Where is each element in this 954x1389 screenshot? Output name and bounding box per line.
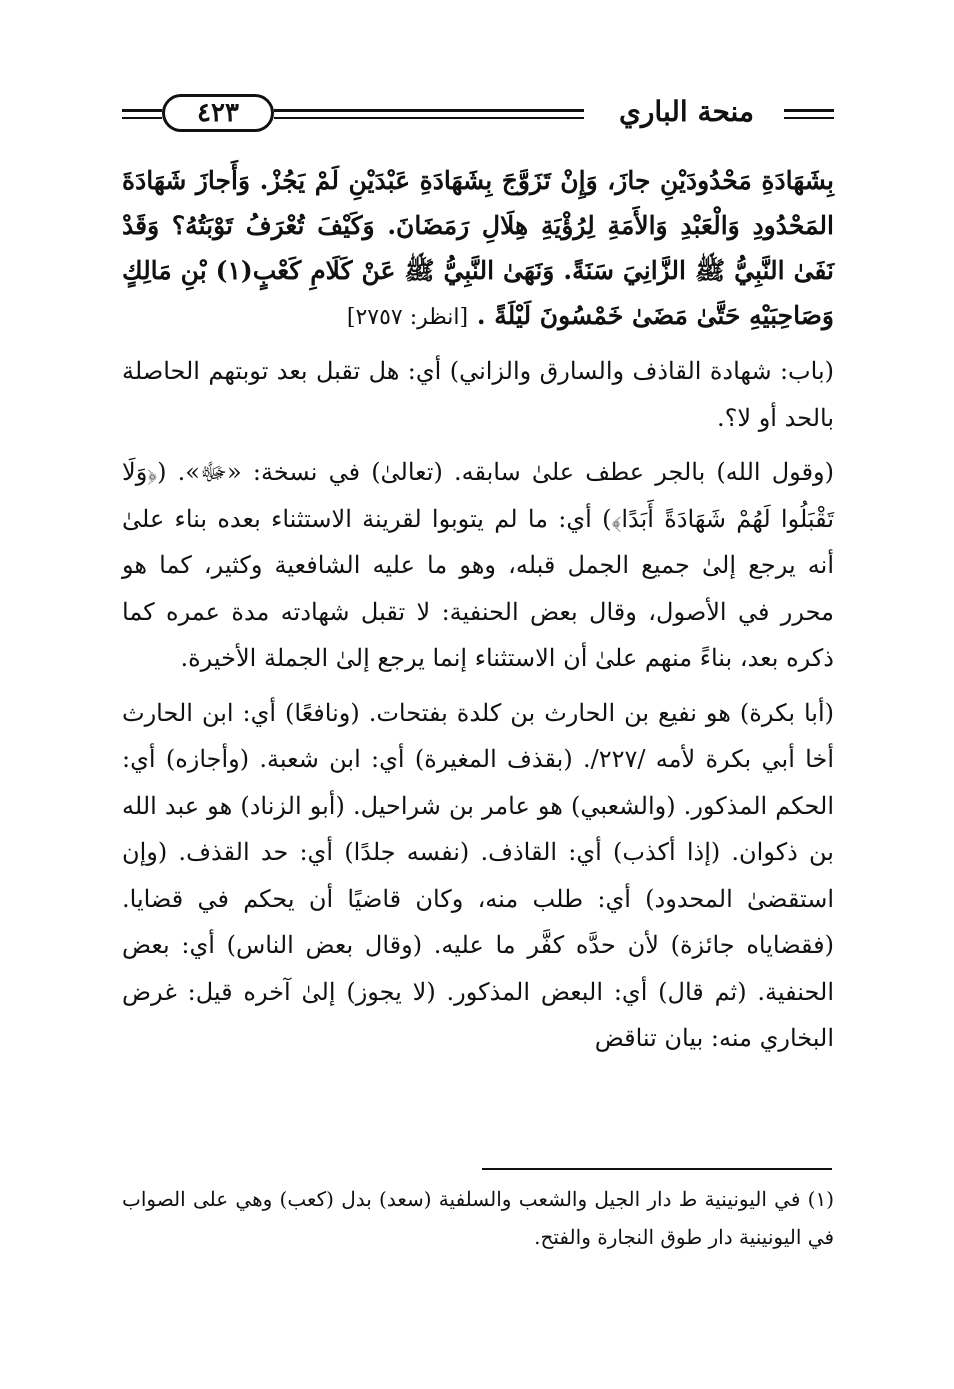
header-rule-left-bottom — [122, 117, 162, 119]
commentary-paragraph: (وقول الله) بالجر عطف علىٰ سابقه. (تعالىٰ) في نسخة: «ﷻ». (﴿وَلَا تَقْبَلُوا لَهُمْ شَهَادَةً أَبَدًا﴾) أي: ما لم يتوبوا لقرينة الاستثناء بعده بناء علىٰ أنه يرجع إلىٰ جميع الجمل قبله، وهو ما عليه الشافعية وكثير، كما هو محرر في الأصول، وقال بعض الحنفية: لا تقبل شهادته مدة عمره كما ذكره بعد، بناءً منهم علىٰ أن الاستثناء إنما يرجع إلىٰ الجملة الأخيرة. — [122, 458, 834, 672]
footnote-text: (١) في اليونينية ط دار الجيل والشعب والسلفية (سعد) بدل (كعب) وهي على الصواب في اليونينية دار طوق النجارة والفتح. — [122, 1187, 834, 1249]
hadith-reference: [انظر: ٢٧٥٧] — [346, 305, 469, 330]
page-number-badge — [162, 94, 274, 132]
header-rule-middle-top — [274, 109, 584, 112]
commentary-paragraph: (باب: شهادة القاذف والسارق والزاني) أي: هل تقبل بعد توبتهم الحاصلة بالحد أو لا؟. — [122, 357, 834, 432]
page-header — [122, 86, 834, 140]
header-rule-right-bottom — [784, 117, 834, 119]
header-rule-right-top — [784, 109, 834, 112]
footnote — [122, 1180, 834, 1256]
header-rule-left-top — [122, 109, 162, 112]
hadith-matn: بِشَهَادَةِ مَحْدُودَيْنِ جازَ، وَإِنْ تَزَوَّجَ بِشَهَادَةِ عَبْدَيْنِ لَمْ يَجُزْ. وَأَجازَ شَهَادَةَ المَحْدُودِ وَالْعَبْدِ وَالأَمَةِ لِرُؤْيَةِ هِلَالِ رَمَضَانَ. وَكَيْفَ تُعْرَفُ تَوْبَتُهُ؟ وَقَدْ نَفَىٰ النَّبِيُّ ﷺ الزَّانِيَ سَنَةً. وَنَهَىٰ النَّبِيُّ ﷺ عَنْ كَلَامِ كَعْبٍ(١) بْنِ مَالِكٍ وَصَاحِبَيْهِ حَتَّىٰ مَضَىٰ خَمْسُونَ لَيْلَةً . — [122, 166, 835, 330]
commentary-paragraph: (أبا بكرة) هو نفيع بن الحارث بن كلدة بفتحات. (ونافعًا) أي: ابن الحارث أخا أبي بكرة لأمه /٢٢٧/. (بقذف المغيرة) أي: ابن شعبة. (وأجازه) أي: الحكم المذكور. (والشعبي) هو عامر بن شراحيل. (أبو الزناد) هو عبد الله بن ذكوان. (إذا أكذب) أي: القاذف. (نفسه جلدًا) أي: حد القذف. (وإن استقضىٰ المحدود) أي: طلب منه، وكان قاضيًا أن يحكم في قضايا. (فقضاياه جائزة) لأن حدَّه كفَّر ما عليه. (وقال بعض الناس) أي: بعض الحنفية. (ثم قال) أي: البعض المذكور. (لا يجوز) إلىٰ آخره قيل: غرض البخاري منه: بيان تناقض — [122, 698, 835, 1052]
header-rule-middle-bottom — [274, 117, 584, 119]
main-text — [122, 158, 834, 1062]
page-number: ٤٢٣ — [197, 98, 239, 128]
footnote-separator — [482, 1168, 832, 1170]
hadith-text — [122, 158, 834, 340]
book-title: منحة الباري — [618, 95, 754, 128]
